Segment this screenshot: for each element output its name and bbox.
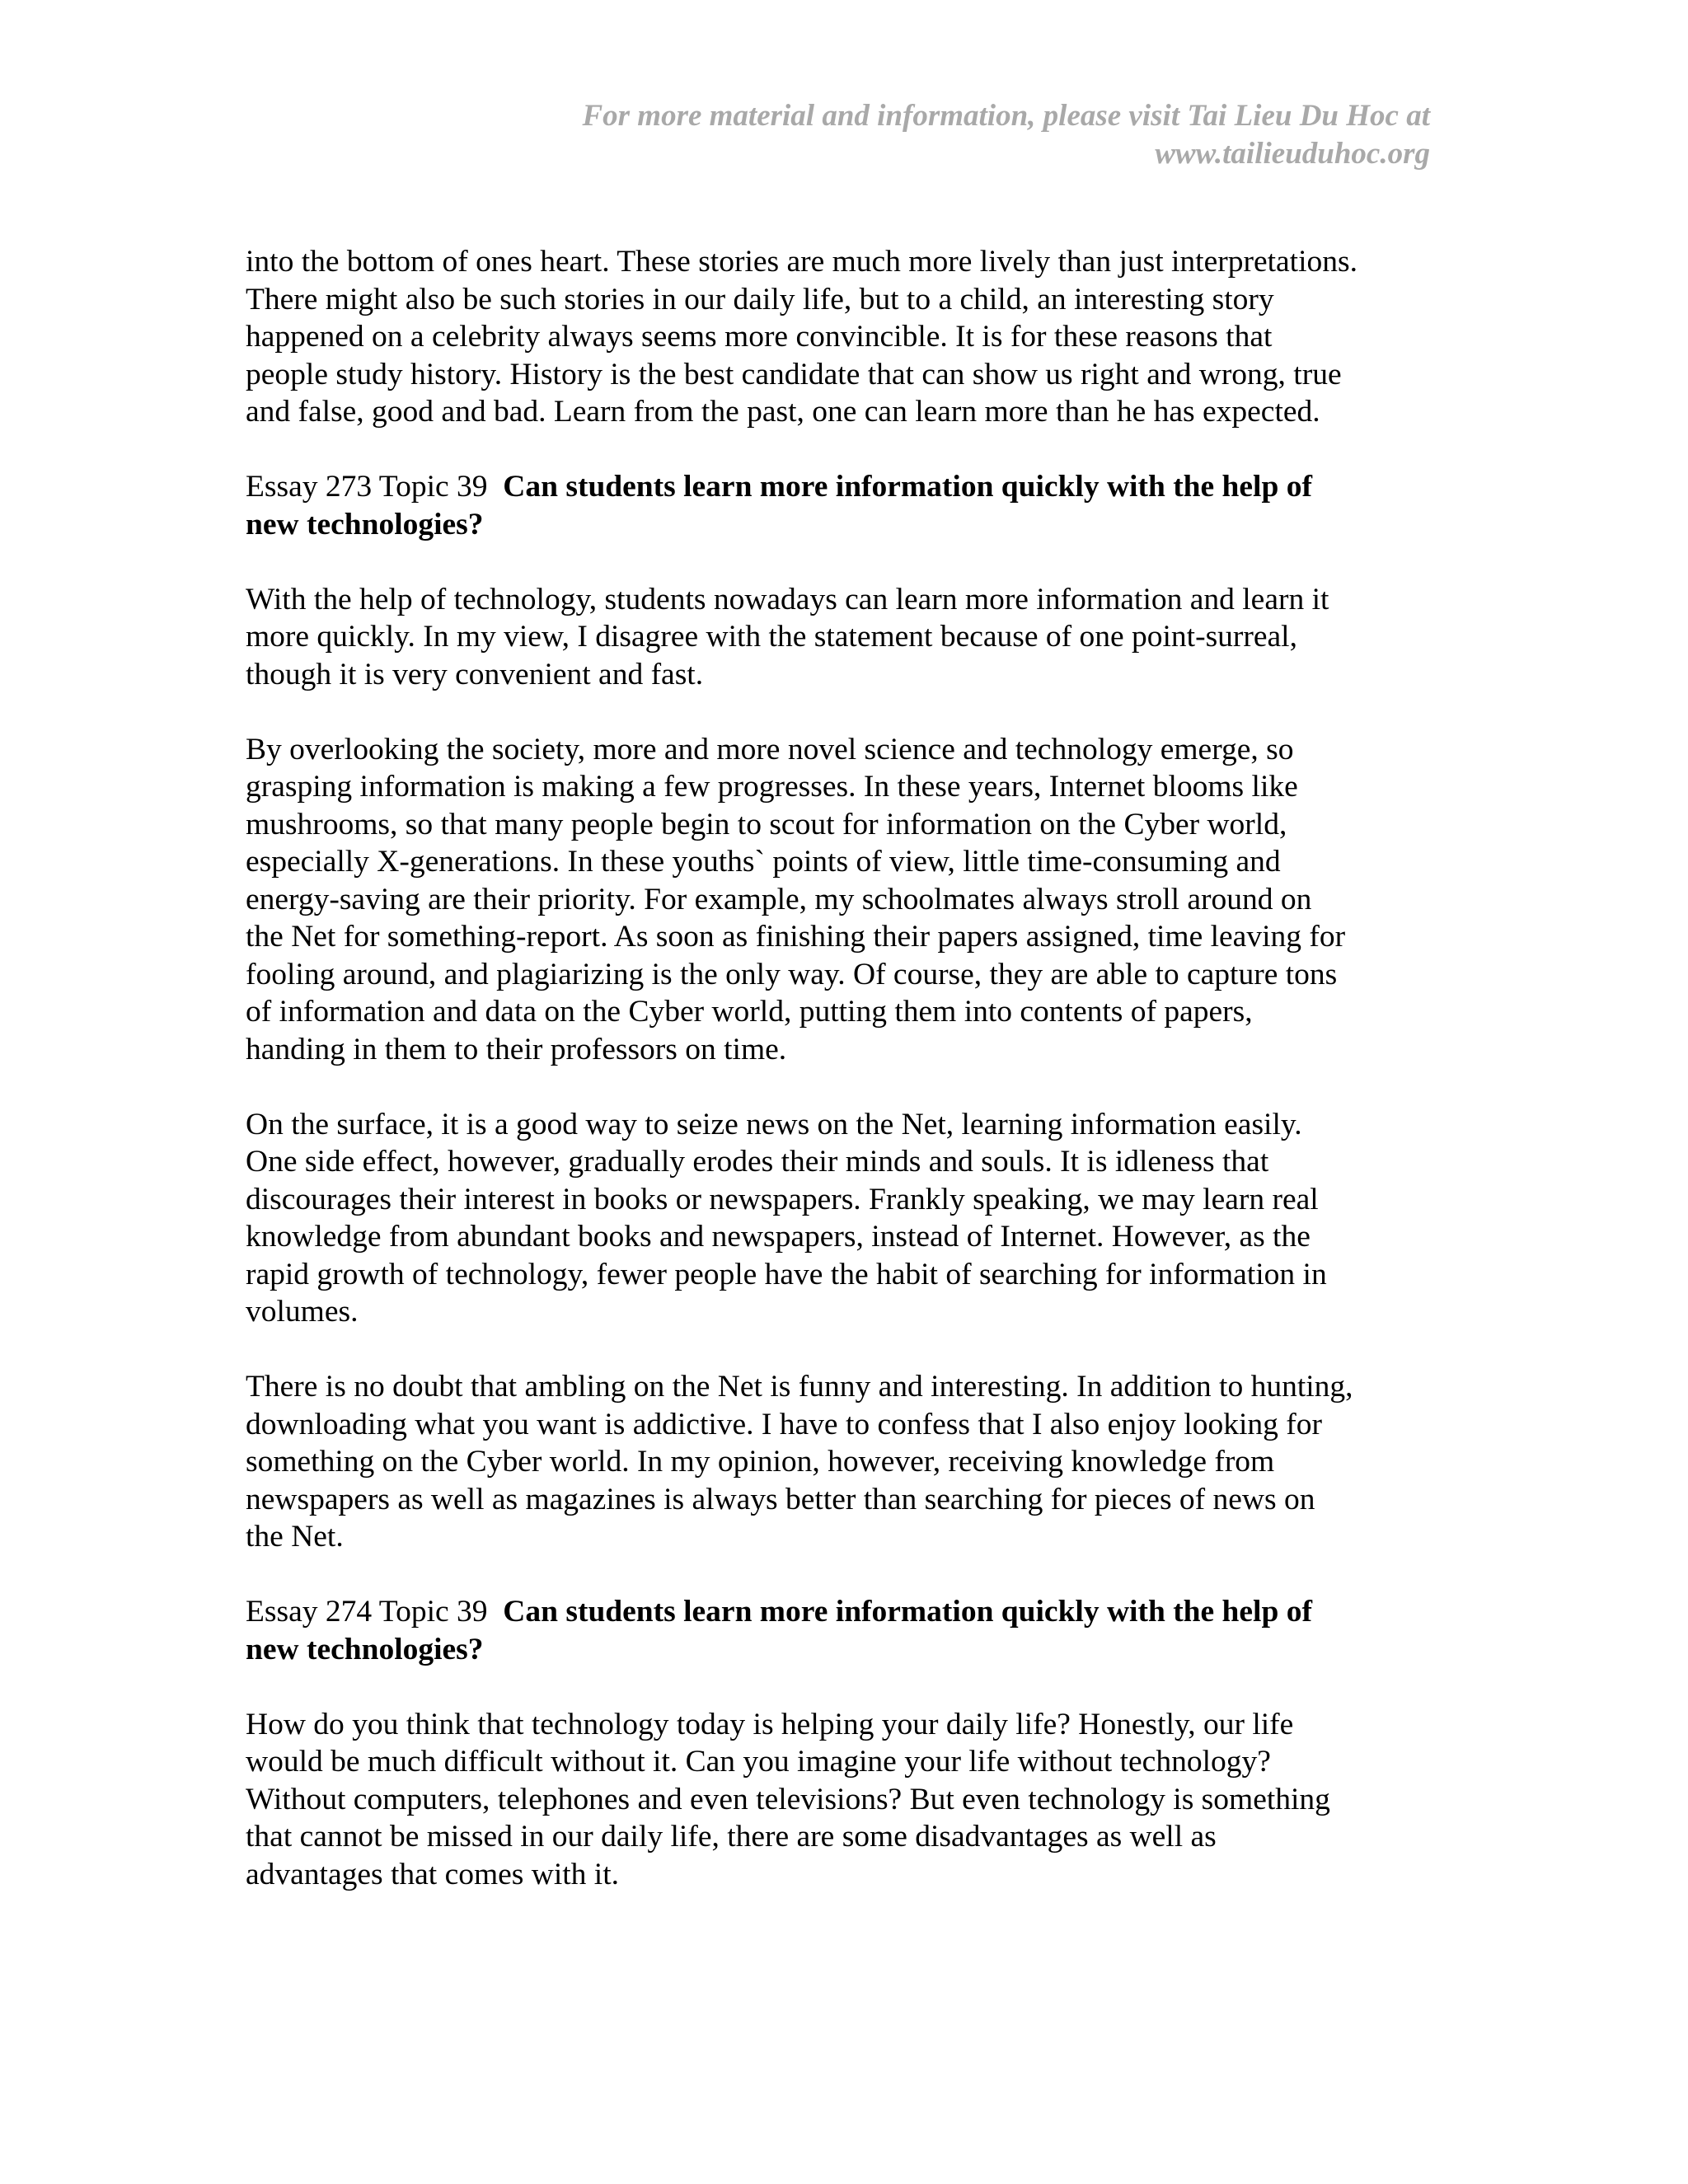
page-header — [359, 97, 1430, 173]
text-line: rapid growth of technology, fewer people have the habit of searching for information in — [246, 1257, 1327, 1291]
paragraph — [246, 1706, 1441, 1894]
paragraph — [246, 1106, 1441, 1331]
text-line: something on the Cyber world. In my opinion, however, receiving knowledge from — [246, 1445, 1275, 1479]
text-line: that cannot be missed in our daily life, there are some disadvantages as well as — [246, 1820, 1217, 1854]
text-line: How do you think that technology today is helping your daily life? Honestly, our life — [246, 1707, 1294, 1741]
text-line: grasping information is making a few progresses. In these years, Internet blooms like — [246, 770, 1298, 804]
text-line: By overlooking the society, more and more novel science and technology emerge, so — [246, 732, 1294, 766]
text-line: especially X-generations. In these youths` points of view, little time-consuming and — [246, 845, 1281, 879]
text-line: With the help of technology, students nowadays can learn more information and learn it — [246, 582, 1329, 616]
text-line: the Net. — [246, 1520, 344, 1554]
text-line: energy-saving are their priority. For example, my schoolmates always stroll around on — [246, 882, 1312, 916]
essay-topic: Can students learn more information quickly with the help of — [503, 470, 1312, 504]
text-line: Without computers, telephones and even televisions? But even technology is something — [246, 1782, 1330, 1816]
paragraph — [246, 581, 1441, 694]
text-line: and false, good and bad. Learn from the past, one can learn more than he has expected. — [246, 395, 1320, 429]
text-line: happened on a celebrity always seems more convincible. It is for these reasons that — [246, 320, 1273, 354]
heading-line — [246, 468, 1441, 506]
document-body — [246, 243, 1441, 1931]
essay-topic-continued: new technologies? — [246, 507, 484, 541]
header-url: www.tailieuduhoc.org — [1155, 137, 1430, 171]
text-line: people study history. History is the best candidate that can show us right and wrong, true — [246, 357, 1342, 391]
text-line: more quickly. In my view, I disagree with the statement because of one point-surreal, — [246, 620, 1297, 654]
text-line: volumes. — [246, 1295, 359, 1329]
paragraph — [246, 1368, 1441, 1556]
text-line: of information and data on the Cyber world, putting them into contents of papers, — [246, 995, 1253, 1029]
text-line: On the surface, it is a good way to seize news on the Net, learning information easily. — [246, 1107, 1302, 1141]
text-line: would be much difficult without it. Can you imagine your life without technology? — [246, 1745, 1271, 1779]
paragraph — [246, 243, 1441, 431]
heading-line — [246, 1593, 1441, 1631]
text-line: the Net for something-report. As soon as finishing their papers assigned, time leaving for — [246, 920, 1346, 954]
essay-topic: Can students learn more information quickly with the help of — [503, 1595, 1312, 1629]
header-line: For more material and information, please visit Tai Lieu Du Hoc at — [582, 99, 1430, 133]
essay-heading — [246, 1593, 1441, 1668]
paragraph — [246, 731, 1441, 1069]
text-line: There might also be such stories in our daily life, but to a child, an interesting story — [246, 282, 1274, 316]
text-line: newspapers as well as magazines is always better than searching for pieces of news on — [246, 1482, 1315, 1516]
essay-label: Essay 273 Topic 39 — [246, 470, 504, 504]
text-line: advantages that comes with it. — [246, 1857, 620, 1891]
essay-heading — [246, 468, 1441, 543]
text-line: handing in them to their professors on time. — [246, 1032, 787, 1066]
essay-label: Essay 274 Topic 39 — [246, 1595, 504, 1629]
text-line: downloading what you want is addictive. I have to confess that I also enjoy looking for — [246, 1407, 1322, 1441]
text-line: knowledge from abundant books and newspapers, instead of Internet. However, as the — [246, 1220, 1311, 1254]
text-line: fooling around, and plagiarizing is the only way. Of course, they are able to capture tons — [246, 957, 1338, 991]
text-line: into the bottom of ones heart. These stories are much more lively than just interpretations. — [246, 245, 1357, 279]
text-line: mushrooms, so that many people begin to scout for information on the Cyber world, — [246, 807, 1287, 841]
text-line: One side effect, however, gradually erodes their minds and souls. It is idleness that — [246, 1145, 1269, 1179]
text-line: There is no doubt that ambling on the Net is funny and interesting. In addition to hunting, — [246, 1370, 1353, 1404]
text-line: discourages their interest in books or newspapers. Frankly speaking, we may learn real — [246, 1182, 1319, 1216]
text-line: though it is very convenient and fast. — [246, 657, 704, 691]
essay-topic-continued: new technologies? — [246, 1632, 484, 1666]
